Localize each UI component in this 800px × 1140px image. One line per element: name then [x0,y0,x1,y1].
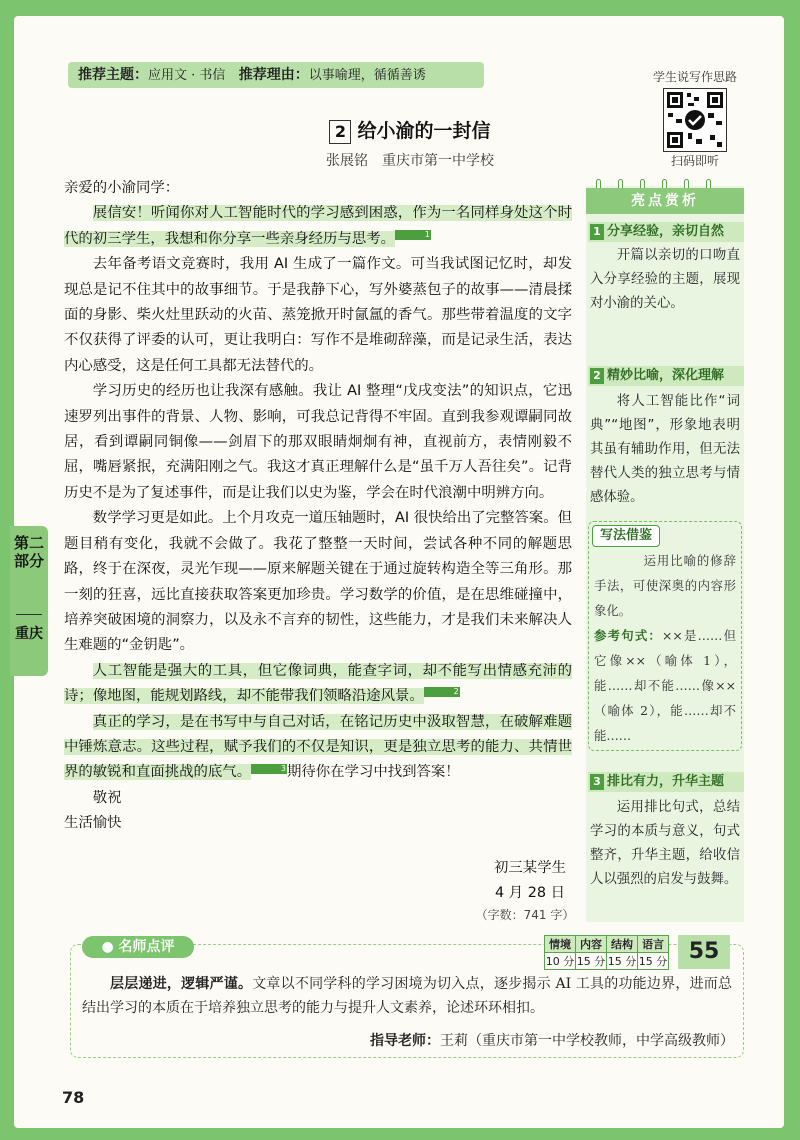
date: 4 月 28 日 [495,885,565,901]
city-label: 重庆 [15,626,43,642]
score-value: 15 分 [607,953,638,970]
paragraph [64,201,572,252]
part-label: 第二部分 [14,534,45,570]
teacher-comment-header: ● 名师点评 [82,936,194,958]
greeting: 亲爱的小渝同学： [64,180,180,196]
highlight-number: 3 [590,774,604,790]
article-title [300,116,520,144]
score-value: 15 分 [638,953,669,970]
user-icon: ● [101,939,114,955]
reason-value: 以事喻理，循循善诱 [308,68,426,83]
article-author: 张展铭 重庆市第一中学校 [326,153,494,169]
paragraph-text: 展信安！听闻你对人工智能时代的学习感到困惑，作为一名同样身处这个时代的初三学生，我想和你分享一些亲身经历与思考。 [64,205,572,247]
article-number: 2 [329,120,351,144]
marker: 1 [395,230,431,240]
topic-label: 推荐主题： [78,67,148,83]
highlight-title-text: 分享经验，亲切自然 [607,224,725,239]
score-header: 内容 [576,936,607,953]
paragraph: 去年备考语文竞赛时，我用 AI 生成了一篇作文。可当我试图记忆时，却发现总是记不住其中的故事细节。于是我静下心，写外婆蒸包子的故事——清晨揉面的身影、柴火灶里跃动的火苗、蒸笼掀开时氤氲的香气。那些带着温度的文字不仅获得了评委的认可，更让我明白：写作不是堆砌辞藻，而是记录生活，表达内心感受，这是任何工具都无法替代的。 [64,256,572,374]
paragraph: 数学学习更是如此。上个月攻克一道压轴题时，AI 很快给出了完整答案。但题目稍有变化，我就不会做了。我花了整整一天时间，尝试各种不同的解题思路，终于在深夜，灵光乍现——原来解题关键在于通过旋转构造全等三角形。那一刻的狂喜，远比直接获取答案更加珍贵。学习数学的价值，是在思维碰撞中，培养突破困境的洞察力，以及永不言弃的韧性，这些能力，才是我们未来解决人生难题的“金钥匙”。 [64,510,572,654]
highlight-title [588,222,744,242]
paragraph-text: 期待你在学习中找到答案！ [286,764,460,781]
binding-rings [596,176,736,188]
teacher-line [250,1030,734,1050]
score-value: 10 分 [545,953,576,970]
highlight-title-text: 精妙比喻，深化理解 [607,368,725,383]
highlight-number: 1 [590,224,604,240]
highlights-header: 亮点赏析 [586,188,744,214]
paragraph-text: 人工智能是强大的工具，但它像词典，能查字词，却不能写出情感充沛的诗；像地图，能规划路线，却不能带我们领略沿途风景。 [64,662,572,705]
comment-lead: 层层递进，逻辑严谨。 [110,976,253,992]
closing-line: 敬祝 [92,789,122,806]
highlight-title-text: 排比有力，升华主题 [607,774,725,789]
writing-tips-tag: 写法借鉴 [592,525,660,547]
closing-line: 生活愉快 [64,815,122,832]
recommend-bar [68,62,484,88]
highlight-text: 开篇以亲切的口吻直入分享经验的主题，展现对小渝的关心。 [590,248,740,311]
reason-label: 推荐理由： [238,67,309,83]
total-score: 55 [678,935,730,969]
writing-tips-text: 运用比喻的修辞手法，可使深奥的内容形象化。 参考句式：××是……但它像××（喻体 1），能……却不能……像××（喻体 2），能……却不能…… [594,553,737,743]
page-number: 78 [62,1088,85,1107]
qr-label: 学生说写作思路 [652,70,737,84]
highlight-title [588,772,744,792]
topic-value: 应用文 · 书信 [148,68,226,83]
paragraph: 学习历史的经历也让我深有感触。我让 AI 整理“戊戌变法”的知识点，它迅速罗列出事件的背景、人物、影响，可我总记背得不牢固。直到我参观谭嗣同故居，看到谭嗣同铜像——剑眉下的那双眼睛炯炯有神，直视前方，表情刚毅不屈，嘴唇紧抿，充满阳刚之气。我这才真正理解什么是“虽千万人吾往矣”。记背历史不是为了复述事件，而是让我们以史为鉴，学会在时代浪潮中明辨方向。 [64,383,572,501]
teacher-label: 指导老师： [370,1033,440,1049]
score-value: 15 分 [576,953,607,970]
highlight-text: 将人工智能比作“词典”“地图”，形象地表明其虽有辅助作用，但无法替代人类的独立思考与情感体验。 [590,394,740,505]
marker: 3 [251,764,287,774]
marker: 2 [424,687,460,697]
article-body [64,176,572,837]
score-header: 语言 [638,936,669,953]
qr-code-icon[interactable] [663,88,727,152]
divider [16,614,42,615]
score-header: 情境 [545,936,576,953]
teacher-name: 王莉（重庆市第一中学校教师，中学高级教师） [440,1033,734,1049]
comment-text [82,972,732,1020]
signature: 初三某学生 [494,860,566,876]
highlight-number: 2 [590,368,604,384]
reference-text: ××是……但它像××（喻体 1），能……却不能……像××（喻体 2），能……却不能…… [594,628,737,743]
word-count: （字数：741 字） [475,908,575,922]
score-table [544,935,674,969]
article-title-text: 给小渝的一封信 [357,120,491,142]
reference-label: 参考句式： [594,628,663,643]
paragraph [64,710,572,786]
highlight-title [588,366,744,386]
highlight-text: 运用排比句式，总结学习的本质与意义，句式整齐，升华主题，给收信人以强烈的启发与鼓舞。 [590,800,740,887]
qr-scan-label: 扫码即听 [670,154,719,168]
score-header: 结构 [607,936,638,953]
paragraph-text: 真正的学习，是在书写中与自己对话，在铭记历史中汲取智慧，在破解难题中锤炼意志。这些过程，赋予我们的不仅是知识，更是独立思考的能力、共情世界的敏锐和直面挑战的底气。 [64,713,572,781]
paragraph [64,659,572,710]
comment-body: 文章以不同学科的学习困境为切入点，逐步揭示 AI 工具的功能边界，进而总结出学习的本质在于培养独立思考的能力与提升人文素养，论述环环相扣。 [82,976,732,1016]
